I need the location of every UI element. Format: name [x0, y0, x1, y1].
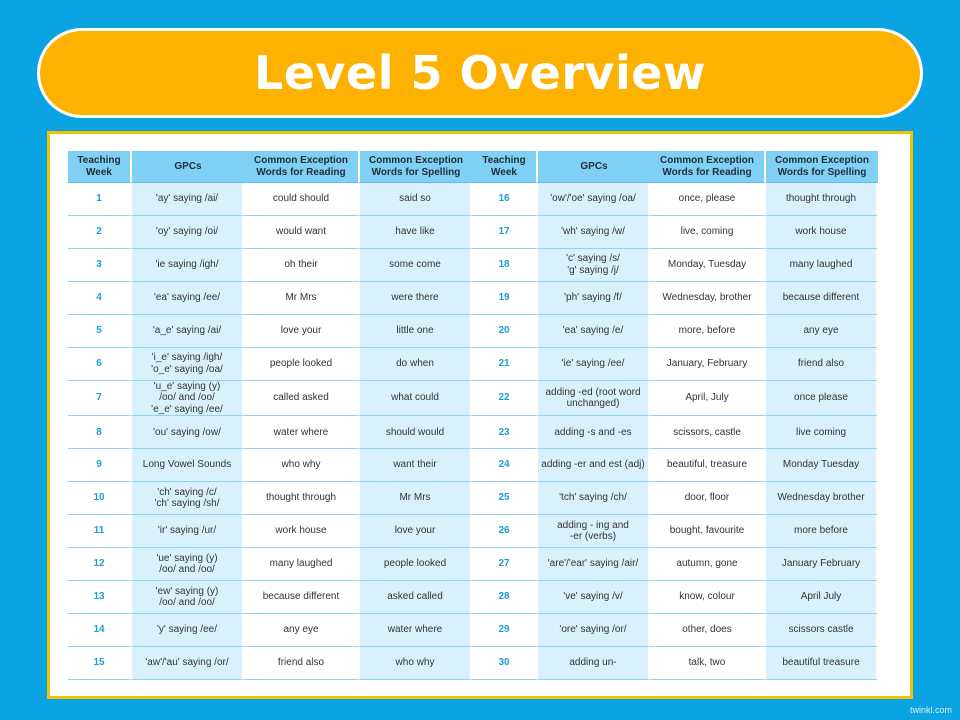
table-cell: door, floor — [650, 482, 764, 515]
table-cell: 've' saying /v/ — [536, 581, 650, 614]
table-cell: 'i_e' saying /igh/ 'o_e' saying /oa/ — [130, 348, 244, 381]
week-number-cell: 3 — [68, 249, 130, 282]
table-cell: 'ie' saying /ee/ — [536, 348, 650, 381]
title-banner — [37, 28, 923, 118]
table-cell: beautiful, treasure — [650, 449, 764, 482]
week-number-cell: 4 — [68, 282, 130, 315]
table-cell: water where — [244, 416, 358, 449]
table-cell: April, July — [650, 381, 764, 417]
table-cell: live coming — [764, 416, 878, 449]
table-header-cell: Common Exception Words for Spelling — [764, 151, 878, 183]
table-cell: talk, two — [650, 647, 764, 680]
table-cell: people looked — [358, 548, 472, 581]
table-header-cell: Common Exception Words for Reading — [244, 151, 358, 183]
table-cell: 'ie saying /igh/ — [130, 249, 244, 282]
table-cell: people looked — [244, 348, 358, 381]
table-cell: have like — [358, 216, 472, 249]
table-cell: thought through — [764, 183, 878, 216]
table-cell: 'ou' saying /ow/ — [130, 416, 244, 449]
table-header-cell: Teaching Week — [472, 151, 536, 183]
table-header-cell: Common Exception Words for Reading — [650, 151, 764, 183]
table-cell: 'ea' saying /e/ — [536, 315, 650, 348]
table-cell: Mr Mrs — [244, 282, 358, 315]
table-cell: some come — [358, 249, 472, 282]
table-cell: water where — [358, 614, 472, 647]
week-number-cell: 10 — [68, 482, 130, 515]
table-cell: once please — [764, 381, 878, 417]
table-cell: 'ir' saying /ur/ — [130, 515, 244, 548]
table-cell: more, before — [650, 315, 764, 348]
week-number-cell: 19 — [472, 282, 536, 315]
table-cell: who why — [244, 449, 358, 482]
table-cell: would want — [244, 216, 358, 249]
table-header-cell: GPCs — [130, 151, 244, 183]
week-number-cell: 23 — [472, 416, 536, 449]
table-cell: should would — [358, 416, 472, 449]
table-cell: 'ph' saying /f/ — [536, 282, 650, 315]
table-header-cell: Common Exception Words for Spelling — [358, 151, 472, 183]
table-cell: 'ore' saying /or/ — [536, 614, 650, 647]
table-cell: 'c' saying /s/ 'g' saying /j/ — [536, 249, 650, 282]
table-cell: love your — [358, 515, 472, 548]
table-cell: because different — [764, 282, 878, 315]
overview-table — [68, 151, 898, 680]
table-cell: scissors castle — [764, 614, 878, 647]
table-header-cell: Teaching Week — [68, 151, 130, 183]
week-number-cell: 21 — [472, 348, 536, 381]
table-cell: 'tch' saying /ch/ — [536, 482, 650, 515]
table-cell: 'ew' saying (y) /oo/ and /oo/ — [130, 581, 244, 614]
table-cell: 'ea' saying /ee/ — [130, 282, 244, 315]
week-number-cell: 26 — [472, 515, 536, 548]
week-number-cell: 22 — [472, 381, 536, 417]
table-cell: Wednesday brother — [764, 482, 878, 515]
table-cell: oh their — [244, 249, 358, 282]
table-cell: work house — [244, 515, 358, 548]
table-cell: adding -ed (root word unchanged) — [536, 381, 650, 417]
week-number-cell: 7 — [68, 381, 130, 417]
table-cell: because different — [244, 581, 358, 614]
table-cell: Wednesday, brother — [650, 282, 764, 315]
table-cell: other, does — [650, 614, 764, 647]
table-cell: 'u_e' saying (y) /oo/ and /oo/ 'e_e' saying /ee/ — [130, 381, 244, 417]
table-cell: adding un- — [536, 647, 650, 680]
week-number-cell: 24 — [472, 449, 536, 482]
week-number-cell: 13 — [68, 581, 130, 614]
table-cell: beautiful treasure — [764, 647, 878, 680]
week-number-cell: 11 — [68, 515, 130, 548]
table-cell: said so — [358, 183, 472, 216]
table-cell: thought through — [244, 482, 358, 515]
week-number-cell: 28 — [472, 581, 536, 614]
table-cell: Mr Mrs — [358, 482, 472, 515]
table-cell: 'wh' saying /w/ — [536, 216, 650, 249]
table-cell: live, coming — [650, 216, 764, 249]
table-cell: Monday Tuesday — [764, 449, 878, 482]
week-number-cell: 1 — [68, 183, 130, 216]
brand-footer: twinkl.com — [909, 705, 952, 715]
table-cell: April July — [764, 581, 878, 614]
week-number-cell: 30 — [472, 647, 536, 680]
table-cell: were there — [358, 282, 472, 315]
week-number-cell: 9 — [68, 449, 130, 482]
table-cell: many laughed — [764, 249, 878, 282]
table-cell: little one — [358, 315, 472, 348]
table-cell: adding -s and -es — [536, 416, 650, 449]
week-number-cell: 27 — [472, 548, 536, 581]
table-cell: do when — [358, 348, 472, 381]
table-cell: asked called — [358, 581, 472, 614]
table-cell: 'ue' saying (y) /oo/ and /oo/ — [130, 548, 244, 581]
week-number-cell: 12 — [68, 548, 130, 581]
table-cell: 'aw'/'au' saying /or/ — [130, 647, 244, 680]
table-cell: adding - ing and -er (verbs) — [536, 515, 650, 548]
table-cell: more before — [764, 515, 878, 548]
table-cell: any eye — [764, 315, 878, 348]
table-cell: know, colour — [650, 581, 764, 614]
overview-table-panel — [47, 131, 913, 699]
table-cell: scissors, castle — [650, 416, 764, 449]
table-cell: friend also — [244, 647, 358, 680]
week-number-cell: 18 — [472, 249, 536, 282]
table-cell: 'ch' saying /c/ 'ch' saying /sh/ — [130, 482, 244, 515]
table-cell: 'oy' saying /oi/ — [130, 216, 244, 249]
table-cell: any eye — [244, 614, 358, 647]
week-number-cell: 2 — [68, 216, 130, 249]
table-cell: who why — [358, 647, 472, 680]
table-cell: friend also — [764, 348, 878, 381]
table-cell: could should — [244, 183, 358, 216]
table-cell: love your — [244, 315, 358, 348]
table-cell: many laughed — [244, 548, 358, 581]
page-title: Level 5 Overview — [254, 46, 706, 100]
table-cell: Long Vowel Sounds — [130, 449, 244, 482]
week-number-cell: 25 — [472, 482, 536, 515]
table-cell: adding -er and est (adj) — [536, 449, 650, 482]
table-cell: what could — [358, 381, 472, 417]
table-cell: 'ay' saying /ai/ — [130, 183, 244, 216]
table-cell: once, please — [650, 183, 764, 216]
table-cell: Monday, Tuesday — [650, 249, 764, 282]
week-number-cell: 5 — [68, 315, 130, 348]
table-header-cell: GPCs — [536, 151, 650, 183]
week-number-cell: 8 — [68, 416, 130, 449]
table-cell: January, February — [650, 348, 764, 381]
table-cell: 'y' saying /ee/ — [130, 614, 244, 647]
table-cell: bought, favourite — [650, 515, 764, 548]
table-cell: 'are'/'ear' saying /air/ — [536, 548, 650, 581]
week-number-cell: 15 — [68, 647, 130, 680]
week-number-cell: 17 — [472, 216, 536, 249]
table-cell: January February — [764, 548, 878, 581]
table-cell: work house — [764, 216, 878, 249]
table-cell: called asked — [244, 381, 358, 417]
table-cell: autumn, gone — [650, 548, 764, 581]
week-number-cell: 6 — [68, 348, 130, 381]
week-number-cell: 20 — [472, 315, 536, 348]
table-cell: 'a_e' saying /ai/ — [130, 315, 244, 348]
week-number-cell: 14 — [68, 614, 130, 647]
table-cell: want their — [358, 449, 472, 482]
week-number-cell: 16 — [472, 183, 536, 216]
week-number-cell: 29 — [472, 614, 536, 647]
table-cell: 'ow'/'oe' saying /oa/ — [536, 183, 650, 216]
